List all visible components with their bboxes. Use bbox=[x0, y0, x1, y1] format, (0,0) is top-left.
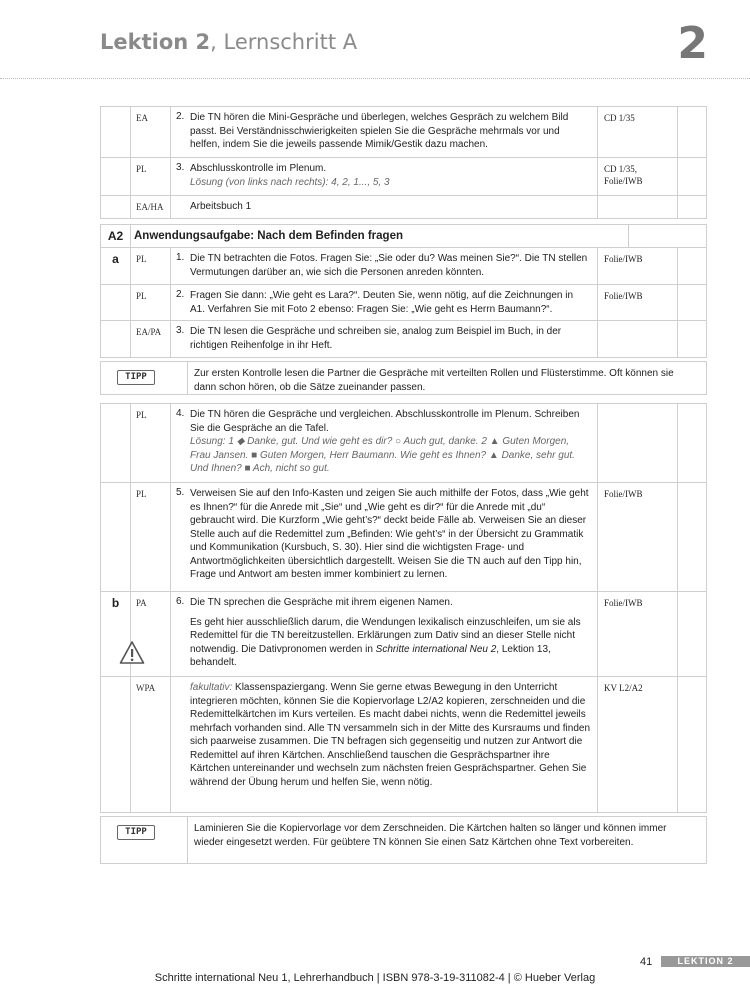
tipp-box bbox=[100, 816, 707, 864]
empty-cell bbox=[678, 196, 706, 218]
section-letter-cell bbox=[101, 677, 131, 812]
tipp-label-cell bbox=[101, 817, 188, 863]
social-form: PL bbox=[131, 158, 171, 195]
table-row bbox=[101, 284, 706, 320]
lesson-label: LEKTION 2 bbox=[661, 956, 750, 967]
table-row bbox=[101, 320, 706, 357]
section-letter bbox=[101, 285, 131, 320]
step-text: Die TN sprechen die Gespräche mit ihrem eigenen Namen. bbox=[190, 597, 453, 608]
empty-cell bbox=[678, 107, 706, 157]
step-number bbox=[171, 677, 187, 812]
solution-text: Lösung: 1 ◆ Danke, gut. Und wie geht es dir? ○ Auch gut, danke. 2 ▲ Guten Morgen, Frau Jansen. ■ Guten Morgen, Herr Baumann. Wie geht es Ihnen? ▲ Danke, sehr gut. Und Ihnen? ■ Ach, nicht so gut. bbox=[190, 436, 575, 474]
empty-cell bbox=[678, 321, 706, 357]
empty-cell bbox=[678, 483, 706, 591]
step-number bbox=[171, 196, 187, 218]
media-cell bbox=[598, 321, 678, 357]
table-block-a2-continued bbox=[100, 403, 707, 813]
table-row bbox=[101, 247, 706, 284]
page-number: 41 bbox=[640, 956, 653, 968]
section-code: A2 bbox=[101, 225, 131, 247]
empty-cell bbox=[678, 285, 706, 320]
social-form: EA/HA bbox=[131, 196, 171, 218]
section-letter bbox=[101, 483, 131, 591]
tipp-label-cell bbox=[101, 362, 188, 394]
lesson-step: , Lernschritt A bbox=[210, 30, 358, 54]
step-text-cell bbox=[187, 677, 598, 812]
section-title: Anwendungsaufgabe: Nach dem Befinden fragen bbox=[131, 225, 629, 247]
table-row bbox=[101, 482, 706, 591]
section-letter bbox=[101, 404, 131, 482]
tipp-box bbox=[100, 361, 707, 395]
warning-text-end: , Lektion 13, behandelt. bbox=[190, 643, 551, 668]
media-cell bbox=[598, 404, 678, 482]
section-letter: a bbox=[101, 248, 131, 284]
table-row bbox=[101, 591, 706, 676]
grammar-note bbox=[190, 616, 590, 670]
tipp-text: Zur ersten Kontrolle lesen die Partner die Gespräche mit verteilten Rollen und Flüsterstimme. Oft können sie dann schon hören, ob die Sätze zueinander passen. bbox=[194, 368, 674, 393]
step-text: Die TN hören die Gespräche und vergleichen. Abschlusskontrolle im Plenum. Schreiben Sie die Gespräche an die Tafel. bbox=[190, 409, 580, 434]
table-row bbox=[101, 195, 706, 218]
tipp-badge: TIPP bbox=[117, 825, 155, 840]
step-number: 2. bbox=[176, 111, 185, 122]
tipp-text: Laminieren Sie die Kopiervorlage vor dem Zerschneiden. Die Kärtchen halten so länger und können immer wieder eingesetzt werden. Für geübtere TN können Sie einen Satz Kärtchen ohne Text vorbereiten. bbox=[194, 823, 667, 848]
section-letter-cell bbox=[101, 196, 131, 218]
step-number: 6. bbox=[176, 596, 185, 607]
optional-label: fakultativ: bbox=[190, 682, 233, 693]
media-cell: Folie/IWB bbox=[598, 483, 678, 591]
step-text-cell bbox=[187, 592, 598, 676]
social-form: PL bbox=[131, 285, 171, 320]
step-number: 1. bbox=[176, 252, 185, 263]
media-cell: Folie/IWB bbox=[598, 248, 678, 284]
page-title bbox=[100, 30, 357, 54]
step-text-cell bbox=[187, 404, 598, 482]
empty-cell bbox=[678, 158, 706, 195]
step-text: Die TN betrachten die Fotos. Fragen Sie: „Sie oder du? Was meinen Sie?“. Die TN stellen Vermutungen darüber an, wie sich die Personen anreden könnten. bbox=[187, 248, 598, 284]
media-cell: Folie/IWB bbox=[598, 592, 678, 676]
workbook-ref: Arbeitsbuch 1 bbox=[187, 196, 598, 218]
warning-text: Es geht hier ausschließlich darum, die Wendungen lexikalisch einzuschleifen, um sie als Redemittel für die TN bereitzustellen. Erklärungen zum Dativ sind an dieser Stelle nicht notwendig. Die Dativpronomen werden in bbox=[190, 616, 581, 655]
section-letter-cell bbox=[101, 158, 131, 195]
step-number: 4. bbox=[176, 408, 185, 419]
empty-cell bbox=[678, 677, 706, 812]
empty-cell bbox=[629, 225, 706, 247]
chapter-number: 2 bbox=[677, 18, 708, 69]
social-form: EA bbox=[131, 107, 171, 157]
book-title: Schritte international Neu 2 bbox=[375, 643, 497, 655]
media-cell: Folie/IWB bbox=[598, 285, 678, 320]
table-row bbox=[101, 157, 706, 195]
publisher-credit: Schritte international Neu 1, Lehrerhandbuch | ISBN 978-3-19-311082-4 | © Hueber Verlag bbox=[154, 972, 596, 984]
empty-cell bbox=[678, 248, 706, 284]
step-text: Abschlusskontrolle im Plenum. bbox=[190, 163, 327, 174]
section-letter bbox=[101, 321, 131, 357]
table-row bbox=[101, 107, 706, 157]
social-form: EA/PA bbox=[131, 321, 171, 357]
section-letter-cell bbox=[101, 107, 131, 157]
tipp-badge: TIPP bbox=[117, 370, 155, 385]
solution-text: Lösung (von links nach rechts): 4, 2, 1..., 5, 3 bbox=[190, 176, 390, 188]
section-letter: b bbox=[101, 592, 131, 676]
table-row bbox=[101, 404, 706, 482]
header-divider bbox=[0, 78, 750, 79]
social-form: PL bbox=[131, 404, 171, 482]
step-text-cell bbox=[187, 158, 598, 195]
social-form: WPA bbox=[131, 677, 171, 812]
step-text: Die TN lesen die Gespräche und schreiben sie, analog zum Beispiel im Buch, in der richtigen Reihenfolge in ihr Heft. bbox=[187, 321, 598, 357]
warning-icon bbox=[119, 640, 145, 666]
social-form: PL bbox=[131, 483, 171, 591]
media-cell bbox=[598, 196, 678, 218]
step-number: 3. bbox=[176, 162, 185, 173]
step-text: Fragen Sie dann: „Wie geht es Lara?“. Deuten Sie, wenn nötig, auf die Zeichnungen in A1. Verfahren Sie mit Foto 2 ebenso: Fragen Sie: „Wie geht es Herrn Baumann?“. bbox=[187, 285, 598, 320]
step-number: 5. bbox=[176, 487, 185, 498]
step-text: Verweisen Sie auf den Info-Kasten und zeigen Sie auch mithilfe der Fotos, dass „Wie geht es Ihnen?“ für die Anrede mit „Sie“ und „Wie geht es dir?“ für die Anrede mit „du“ gebraucht wird. Die Kurzform „Wie geht’s?“ deckt beide Fälle ab. Verweisen Sie an dieser Stelle auch auf die Redemittel zum „Befinden: Wie geht’s“ in der Übersicht zu Grammatik und Kommunikation (Kursbuch, S. 30). Hier sind die wichtigsten Frage- und Antwortmöglichkeiten übersichtlich dargestellt. Weisen Sie die TN auch auf den Tipp hin, Frage und Antwort am besten immer kombiniert zu lernen. bbox=[187, 483, 598, 591]
table-block-a1 bbox=[100, 106, 707, 219]
social-form: PL bbox=[131, 248, 171, 284]
media-cell: CD 1/35, Folie/IWB bbox=[598, 158, 678, 195]
media-cell: CD 1/35 bbox=[598, 107, 678, 157]
step-text: Die TN hören die Mini-Gespräche und überlegen, welches Gespräch zu welchem Bild passt. Bei Verständnisschwierigkeiten spielen Sie die Gespräche mehrmals vor und helfen, indem Sie die jeweils passende Mimik/Gestik dazu machen. bbox=[187, 107, 598, 157]
social-form: PA bbox=[131, 592, 171, 676]
table-row bbox=[101, 676, 706, 812]
lesson-title: Lektion 2 bbox=[100, 30, 211, 54]
step-text: Klassenspaziergang. Wenn Sie gerne etwas Bewegung in den Unterricht integrieren möchten, können Sie die Kopiervorlage L2/A2 kopieren, zerschneiden und die Redemittelkärtchen im Kurs verteilen. Es macht dabei nichts, wenn die Redemittel jeweils mehrfach vorhanden sind. Alle TN versammeln sich in der Mitte des Kursraums und finden sich paarweise zusammen. Die TN befragen sich gegenseitig und nutzen zur Antwort die Redemittel auf ihren Kärtchen. Anschließend tauschen die Gesprächspartner ihre Kärtchen untereinander und wechseln zum nächsten freien Gesprächspartner. Gehen Sie während der Übung herum und helfen Sie, wenn nötig. bbox=[190, 682, 591, 788]
table-block-a2 bbox=[100, 224, 707, 358]
empty-cell bbox=[678, 592, 706, 676]
step-number: 2. bbox=[176, 289, 185, 300]
section-heading-row bbox=[101, 225, 706, 247]
empty-cell bbox=[678, 404, 706, 482]
step-number: 3. bbox=[176, 325, 185, 336]
media-cell: KV L2/A2 bbox=[598, 677, 678, 812]
